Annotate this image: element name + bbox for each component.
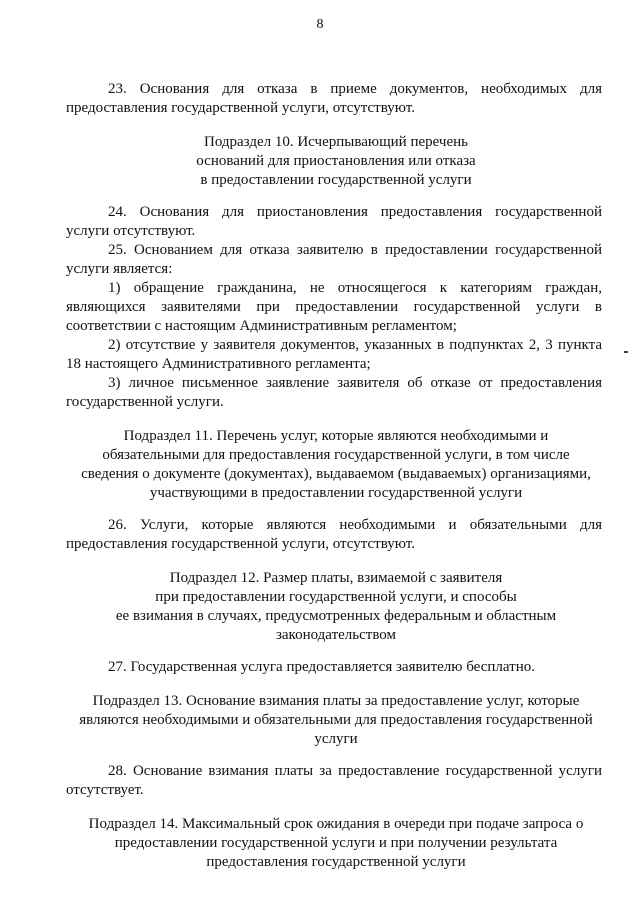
item-25-sub-2-line-2: 18 настоящего Административного регламента; <box>66 356 371 372</box>
item-28-line-1: 28. Основание взимания платы за предоставление государственной услуги <box>108 763 602 779</box>
item-25-sub-3-line-1: 3) личное письменное заявление заявителя об отказе от предоставления <box>108 375 602 391</box>
item-25-sub-1-line-3: соответствии с настоящим Административным регламентом; <box>66 318 457 334</box>
item-25-line-1: 25. Основанием для отказа заявителю в предоставлении государственной <box>108 242 602 258</box>
subsection-12-heading-line-3: ее взимания в случаях, предусмотренных федеральным и областным <box>115 608 557 624</box>
subsection-11-heading-line-1: Подраздел 11. Перечень услуг, которые являются необходимыми и <box>123 428 549 444</box>
item-26-line-1: 26. Услуги, которые являются необходимыми и обязательными для <box>108 517 602 533</box>
item-26-line-2: предоставления государственной услуги, отсутствуют. <box>66 536 415 552</box>
item-24-line-1: 24. Основания для приостановления предоставления государственной <box>108 204 602 220</box>
item-25-sub-1-line-2: являющихся заявителями при предоставлении государственной услуги в <box>66 299 602 315</box>
subsection-12-heading-line-4: законодательством <box>275 627 397 643</box>
subsection-12-heading-line-2: при предоставлении государственной услуги, и способы <box>155 589 517 605</box>
subsection-13-heading-line-3: услуги <box>314 731 358 747</box>
subsection-14-heading-line-3: предоставления государственной услуги <box>206 854 466 870</box>
subsection-11-heading-line-3: сведения о документе (документах), выдаваемом (выдаваемых) организациями, <box>81 466 591 482</box>
item-23-line-2: предоставления государственной услуги, отсутствуют. <box>66 100 415 116</box>
page-number: 8 <box>316 17 324 32</box>
item-25-sub-1-line-1: 1) обращение гражданина, не относящегося к категориям граждан, <box>108 280 602 296</box>
subsection-13-heading-line-2: являются необходимыми и обязательными для предоставления государственной <box>79 712 593 728</box>
subsection-10-heading-line-1: Подраздел 10. Исчерпывающий перечень <box>203 134 468 150</box>
subsection-13-heading-line-1: Подраздел 13. Основание взимания платы за предоставление услуг, которые <box>92 693 580 709</box>
subsection-12-heading-line-1: Подраздел 12. Размер платы, взимаемой с заявителя <box>169 570 503 586</box>
subsection-14-heading-line-1: Подраздел 14. Максимальный срок ожидания в очереди при подаче запроса о <box>88 816 584 832</box>
item-24-line-2: услуги отсутствуют. <box>66 223 196 239</box>
item-25-line-2: услуги является: <box>66 261 173 277</box>
subsection-10-heading-line-3: в предоставлении государственной услуги <box>200 172 472 188</box>
item-25-sub-3-line-2: государственной услуги. <box>66 394 224 410</box>
item-28-line-2: отсутствует. <box>66 782 144 798</box>
subsection-10-heading-line-2: оснований для приостановления или отказа <box>196 153 476 169</box>
margin-mark <box>624 351 628 353</box>
subsection-14-heading-line-2: предоставлении государственной услуги и при получении результата <box>114 835 558 851</box>
item-23-line-1: 23. Основания для отказа в приеме документов, необходимых для <box>108 81 602 97</box>
item-25-sub-2-line-1: 2) отсутствие у заявителя документов, указанных в подпунктах 2, 3 пункта <box>108 337 602 353</box>
item-27-line-1: 27. Государственная услуга предоставляется заявителю бесплатно. <box>108 659 535 675</box>
subsection-11-heading-line-4: участвующими в предоставлении государственной услуги <box>149 485 523 501</box>
subsection-11-heading-line-2: обязательными для предоставления государственной услуги, в том числе <box>102 447 570 463</box>
